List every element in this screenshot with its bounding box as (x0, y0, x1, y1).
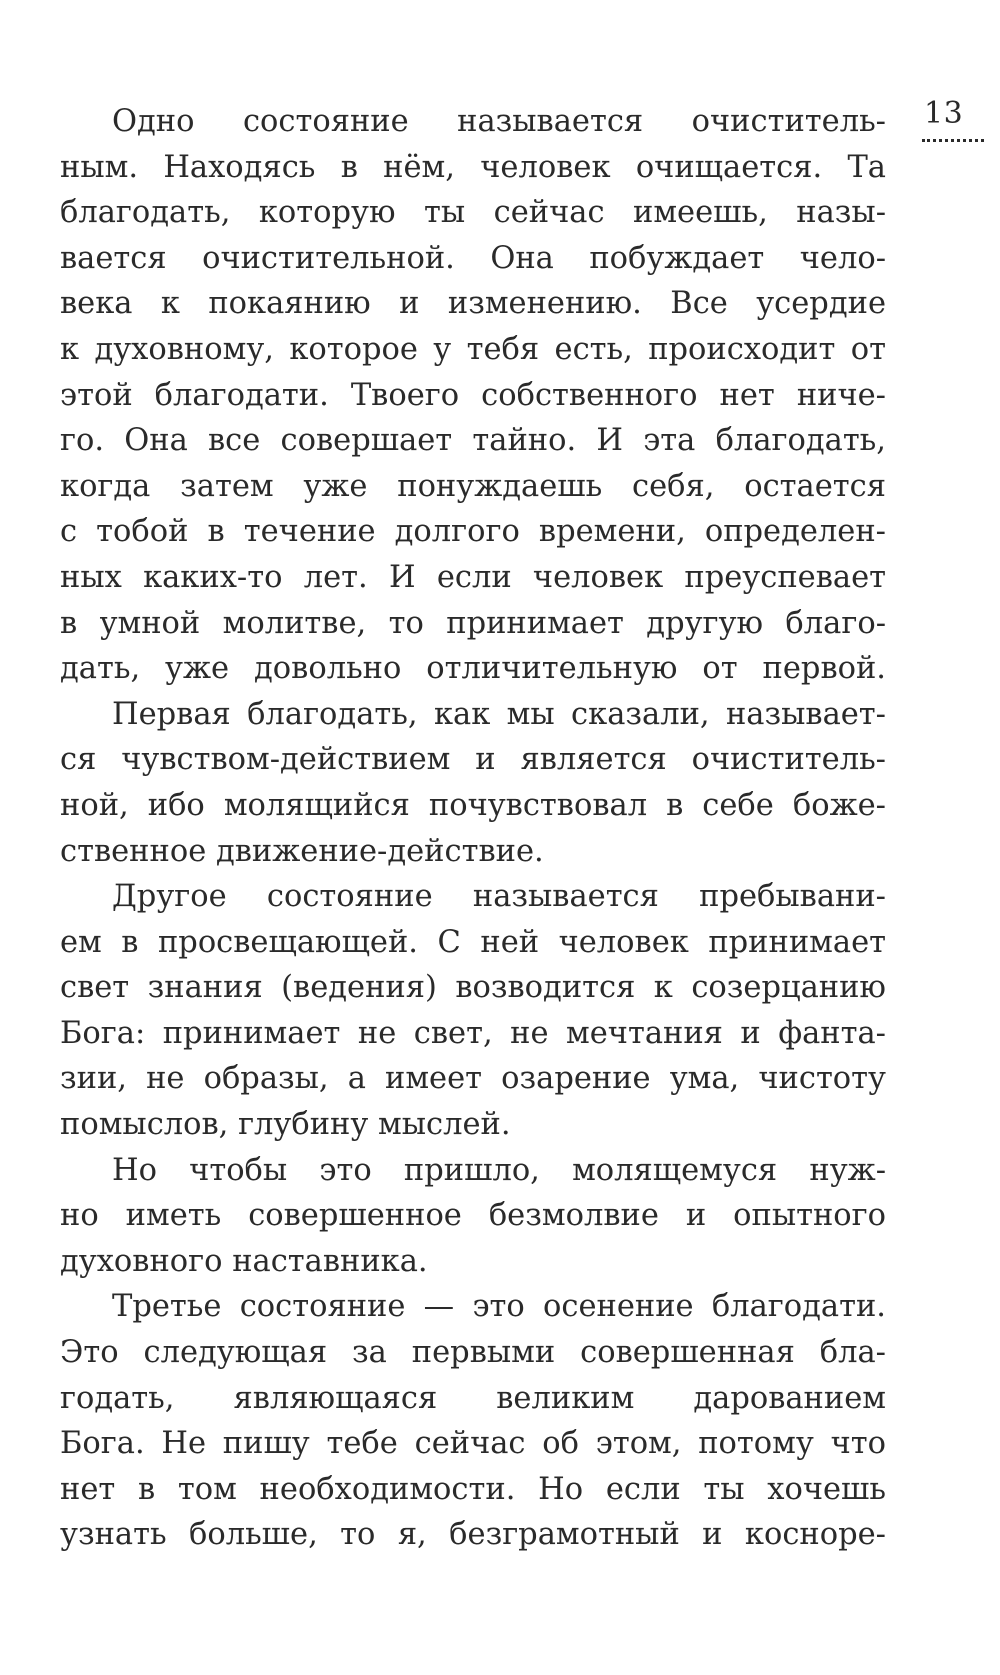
text-line: ся чувством-действием и является очиститель- (60, 742, 886, 778)
text-line: Бога. Не пишу тебе сейчас об этом, потому что (60, 1426, 886, 1462)
text-line: свет знания (ведения) возводится к созерцанию (60, 970, 886, 1006)
text-line: в умной молитве, то принимает другую благо- (60, 605, 886, 641)
text-line: узнать больше, то я, безграмотный и косноре- (60, 1517, 886, 1553)
text-line: ной, ибо молящийся почувствовал в себе боже- (60, 787, 886, 823)
text-line: Но чтобы это пришло, молящемуся нуж- (112, 1152, 886, 1188)
text-line: благодать, которую ты сейчас имеешь, назы- (60, 195, 886, 231)
text-line: Другое состояние называется пребывани- (112, 879, 886, 915)
text-line: Одно состояние называется очиститель- (112, 104, 886, 139)
text-line: когда затем уже понуждаешь себя, остается (60, 468, 886, 504)
text-line: Бога: принимает не свет, не мечтания и фанта- (60, 1015, 886, 1051)
text-line: ем в просвещающей. С ней человек принимает (60, 924, 886, 960)
text-line: зии, не образы, а имеет озарение ума, чистоту (60, 1061, 886, 1097)
text-line: Первая благодать, как мы сказали, называет- (112, 696, 886, 732)
paragraph (60, 692, 886, 874)
text-line: ственное движение-действие. (60, 833, 544, 869)
text-line: годать, являющаяся великим дарованием (60, 1380, 886, 1416)
text-line: духовного наставника. (60, 1243, 428, 1279)
text-line: Это следующая за первыми совершенная бла- (60, 1335, 886, 1371)
text-line: помыслов, глубину мыслей. (60, 1107, 511, 1143)
text-line: века к покаянию и изменению. Все усердие (60, 286, 886, 322)
body-text (60, 99, 886, 1558)
page-number-ornament (922, 139, 984, 142)
text-line: но иметь совершенное безмолвие и опытного (60, 1198, 886, 1234)
text-line: нет в том необходимости. Но если ты хочешь (60, 1471, 886, 1507)
text-line: с тобой в течение долгого времени, определен- (60, 514, 886, 550)
paragraph (60, 874, 886, 1148)
text-line: Третье состояние — это осенение благодати. (112, 1289, 886, 1325)
paragraph (60, 99, 886, 692)
text-line: го. Она все совершает тайно. И эта благодать, (60, 423, 886, 459)
text-line: ным. Находясь в нём, человек очищается. Та (60, 149, 886, 185)
text-line: вается очистительной. Она побуждает чело- (60, 240, 886, 276)
text-line: к духовному, которое у тебя есть, происходит от (60, 331, 886, 367)
text-line: этой благодати. Твоего собственного нет ниче- (60, 377, 886, 413)
paragraph (60, 1148, 886, 1285)
text-line: дать, уже довольно отличительную от первой. (60, 651, 886, 687)
page-number: 13 (924, 96, 964, 131)
text-line: ных каких-то лет. И если человек преуспевает (60, 559, 886, 595)
paragraph (60, 1284, 886, 1558)
